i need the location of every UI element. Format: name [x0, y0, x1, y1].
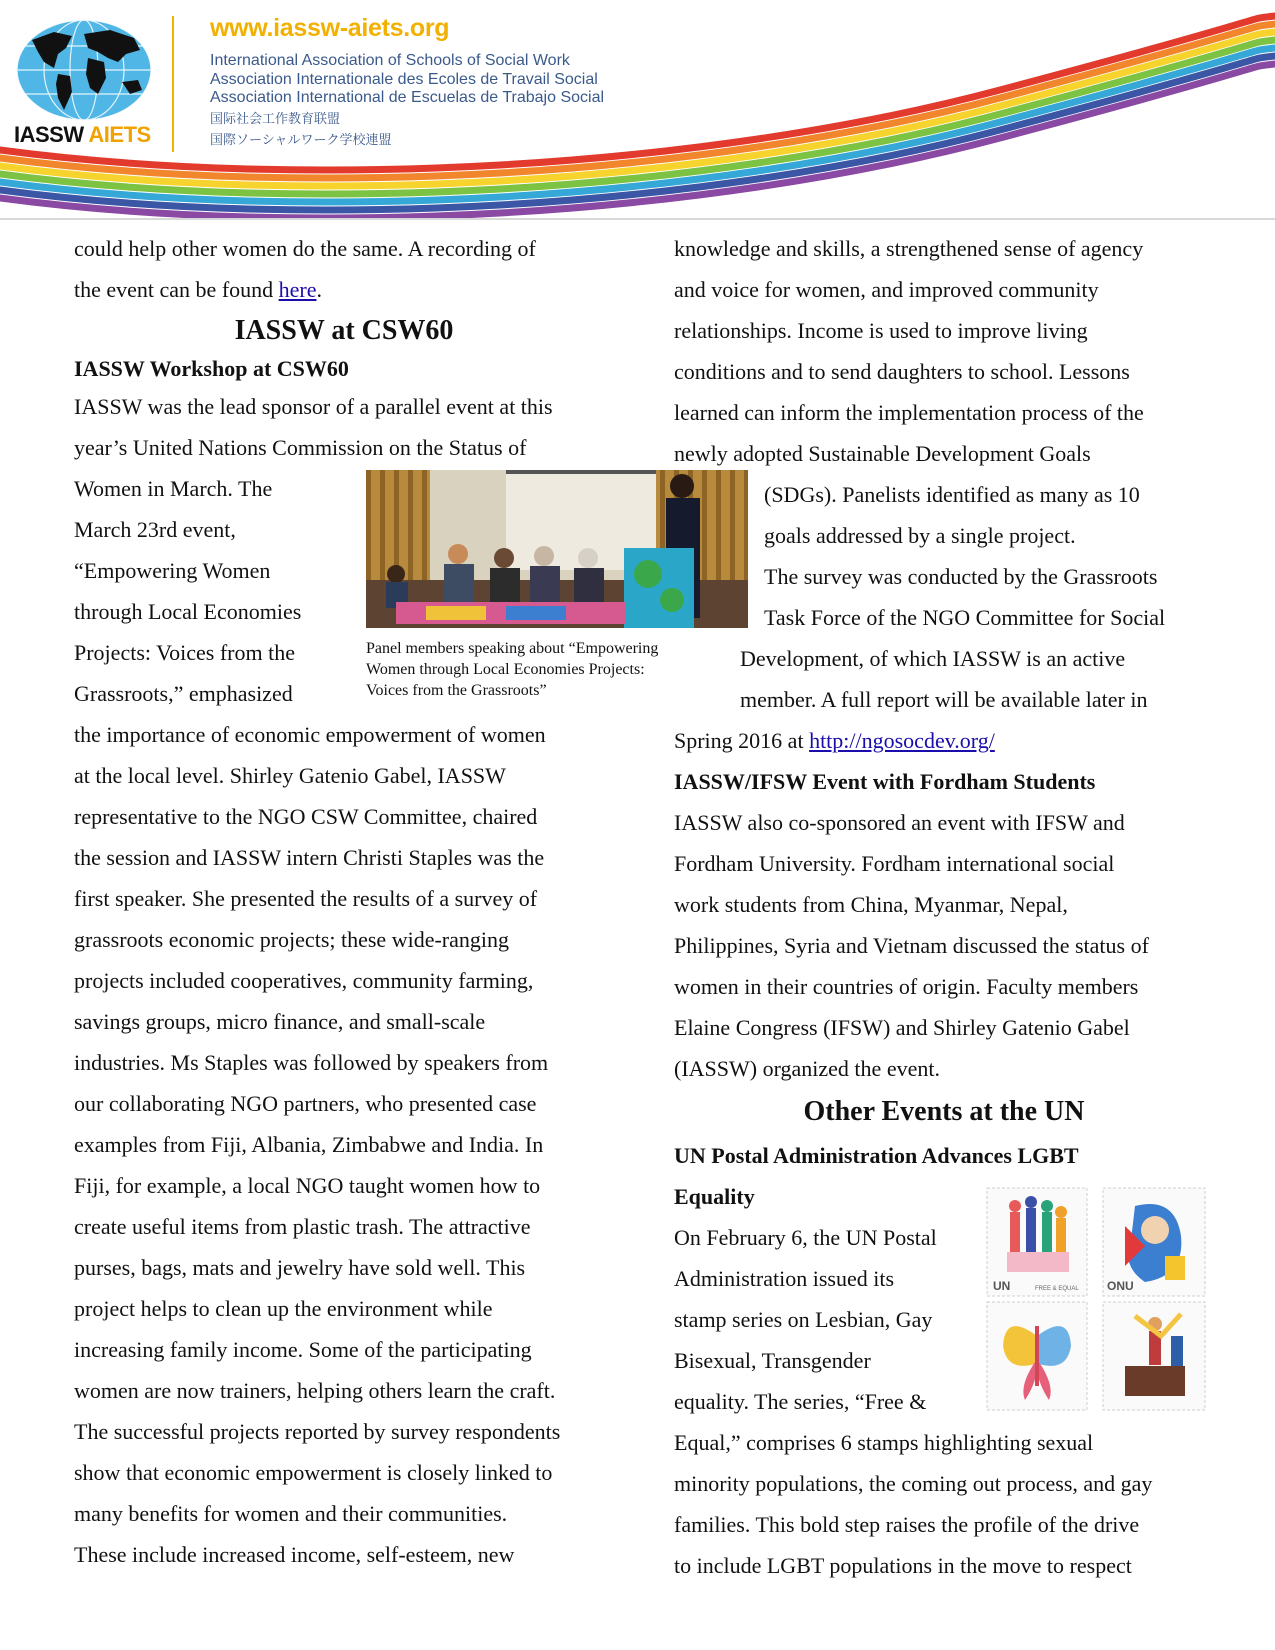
text-line: March 23rd event,: [74, 517, 236, 542]
stamp-label-onu: ONU: [1107, 1279, 1134, 1293]
text-line: The survey was conducted by the Grassroots: [764, 564, 1158, 589]
fordham-title: IASSW/IFSW Event with Fordham Students: [674, 769, 1096, 794]
text-line: purses, bags, mats and jewelry have sold well. This: [74, 1255, 526, 1280]
intro-line: could help other women do the same. A recording of: [74, 236, 536, 261]
caption-line: Voices from the Grassroots”: [366, 682, 547, 699]
text-line: “Empowering Women: [74, 558, 271, 583]
text-line: year’s United Nations Commission on the Status of: [74, 435, 527, 460]
text-line: savings groups, micro finance, and small-scale: [74, 1009, 486, 1034]
intro-text: the event can be found: [74, 277, 279, 302]
text-line: (SDGs). Panelists identified as many as 10: [764, 482, 1140, 507]
text-line: families. This bold step raises the profile of the drive: [674, 1512, 1140, 1537]
caption-line: Women through Local Economies Projects:: [366, 661, 645, 678]
text-line: grassroots economic projects; these wide-ranging: [74, 927, 509, 952]
globe-logo-icon: [14, 18, 154, 122]
survey-paragraph: [674, 228, 1214, 761]
report-text: Spring 2016 at: [674, 728, 810, 753]
header-banner: [0, 0, 1275, 220]
abbrev-main: IASSW: [14, 122, 84, 147]
text-line: industries. Ms Staples was followed by speakers from: [74, 1050, 549, 1075]
recording-link[interactable]: here: [278, 277, 317, 302]
abbrev-alt: AIETS: [88, 122, 151, 147]
text-line: through Local Economies: [74, 599, 302, 624]
text-line: Women in March. The: [74, 476, 273, 501]
workshop-title: IASSW Workshop at CSW60: [74, 356, 349, 381]
rainbow-graphic: [0, 0, 1275, 218]
text-line: Administration issued its: [674, 1266, 894, 1291]
text-line: Philippines, Syria and Vietnam discussed the status of: [674, 933, 1149, 958]
text-line: On February 6, the UN Postal: [674, 1225, 937, 1250]
text-line: work students from China, Myanmar, Nepal,: [674, 892, 1068, 917]
text-line: projects included cooperatives, community farming,: [74, 968, 534, 993]
text-line: equality. The series, “Free &: [674, 1389, 927, 1414]
lgbt-stamps-image: [985, 1186, 1209, 1412]
org-abbreviation: [14, 122, 151, 148]
text-line: at the local level. Shirley Gatenio Gabel, IASSW: [74, 763, 506, 788]
stamp-label-free-equal: FREE & EQUAL: [1035, 1286, 1079, 1292]
text-line: many benefits for women and their communities.: [74, 1501, 508, 1526]
text-line: [674, 720, 1214, 761]
text-line: representative to the NGO CSW Committee, chaired: [74, 804, 538, 829]
text-line: newly adopted Sustainable Development Goals: [674, 441, 1091, 466]
text-line: IASSW also co-sponsored an event with IFSW and: [674, 810, 1125, 835]
text-line: to include LGBT populations in the move to respect: [674, 1553, 1132, 1578]
org-name-es: Association International de Escuelas de Trabajo Social: [210, 89, 605, 106]
org-name-en: International Association of Schools of Social Work: [210, 52, 570, 69]
text-line: These include increased income, self-esteem, new: [74, 1542, 515, 1567]
stamp-label-un: UN: [993, 1279, 1011, 1293]
header-divider: [172, 16, 174, 152]
text-line: goals addressed by a single project.: [764, 523, 1076, 548]
text-line: Development, of which IASSW is an active: [740, 646, 1126, 671]
text-line: Projects: Voices from the: [74, 640, 295, 665]
text-line: Equal,” comprises 6 stamps highlighting sexual: [674, 1430, 1094, 1455]
intro-line: [74, 269, 614, 310]
text-line: Fordham University. Fordham international social: [674, 851, 1115, 876]
text-line: examples from Fiji, Albania, Zimbabwe and India. In: [74, 1132, 544, 1157]
text-line: stamp series on Lesbian, Gay: [674, 1307, 933, 1332]
text-line: learned can inform the implementation process of the: [674, 400, 1144, 425]
text-line: and voice for women, and improved community: [674, 277, 1099, 302]
text-line: IASSW was the lead sponsor of a parallel event at this: [74, 394, 553, 419]
org-name-fr: Association Internationale des Ecoles de Travail Social: [210, 70, 598, 88]
text-line: The successful projects reported by survey respondents: [74, 1419, 561, 1444]
section-title-csw60: IASSW at CSW60: [234, 315, 454, 346]
text-line: the importance of economic empowerment of women: [74, 722, 546, 747]
text-line: increasing family income. Some of the participating: [74, 1337, 532, 1362]
text-line: knowledge and skills, a strengthened sense of agency: [674, 236, 1144, 261]
text-line: Fiji, for example, a local NGO taught women how to: [74, 1173, 541, 1198]
photo-caption: [366, 638, 722, 701]
text-line: minority populations, the coming out process, and gay: [674, 1471, 1153, 1496]
stamps-illustration: [985, 1186, 1209, 1412]
text-line: Grassroots,” emphasized: [74, 681, 293, 706]
text-line: project helps to clean up the environment while: [74, 1296, 493, 1321]
text-line: (IASSW) organized the event.: [674, 1056, 940, 1081]
text-line: first speaker. She presented the results of a survey of: [74, 886, 538, 911]
text-line: our collaborating NGO partners, who presented case: [74, 1091, 537, 1116]
text-line: the session and IASSW intern Christi Staples was the: [74, 845, 545, 870]
text-line: Elaine Congress (IFSW) and Shirley Gatenio Gabel: [674, 1015, 1130, 1040]
fordham-paragraph: [674, 802, 1214, 1089]
site-url: www.iassw-aiets.org: [210, 14, 450, 42]
text-line: Bisexual, Transgender: [674, 1348, 871, 1373]
postal-title: UN Postal Administration Advances LGBT: [674, 1143, 1079, 1168]
left-column: [74, 228, 614, 1575]
caption-line: Panel members speaking about “Empowering: [366, 640, 659, 657]
text-line: Task Force of the NGO Committee for Social: [764, 605, 1166, 630]
postal-title: Equality: [674, 1184, 755, 1209]
text-line: create useful items from plastic trash. The attractive: [74, 1214, 531, 1239]
text-line: show that economic empowerment is closely linked to: [74, 1460, 553, 1485]
text-line: relationships. Income is used to improve living: [674, 318, 1088, 343]
intro-text: .: [316, 277, 322, 302]
section-title-un-events: Other Events at the UN: [803, 1096, 1085, 1127]
text-line: conditions and to send daughters to school. Lessons: [674, 359, 1130, 384]
org-names: [210, 52, 604, 150]
org-name-zh: 国际社会工作教育联盟: [210, 110, 341, 126]
ngosocdev-link[interactable]: http://ngosocdev.org/: [809, 728, 995, 753]
text-line: women in their countries of origin. Faculty members: [674, 974, 1139, 999]
text-line: member. A full report will be available later in: [740, 687, 1148, 712]
text-line: women are now trainers, helping others learn the craft.: [74, 1378, 556, 1403]
org-name-ja: 国際ソーシャルワーク学校連盟: [210, 131, 392, 147]
